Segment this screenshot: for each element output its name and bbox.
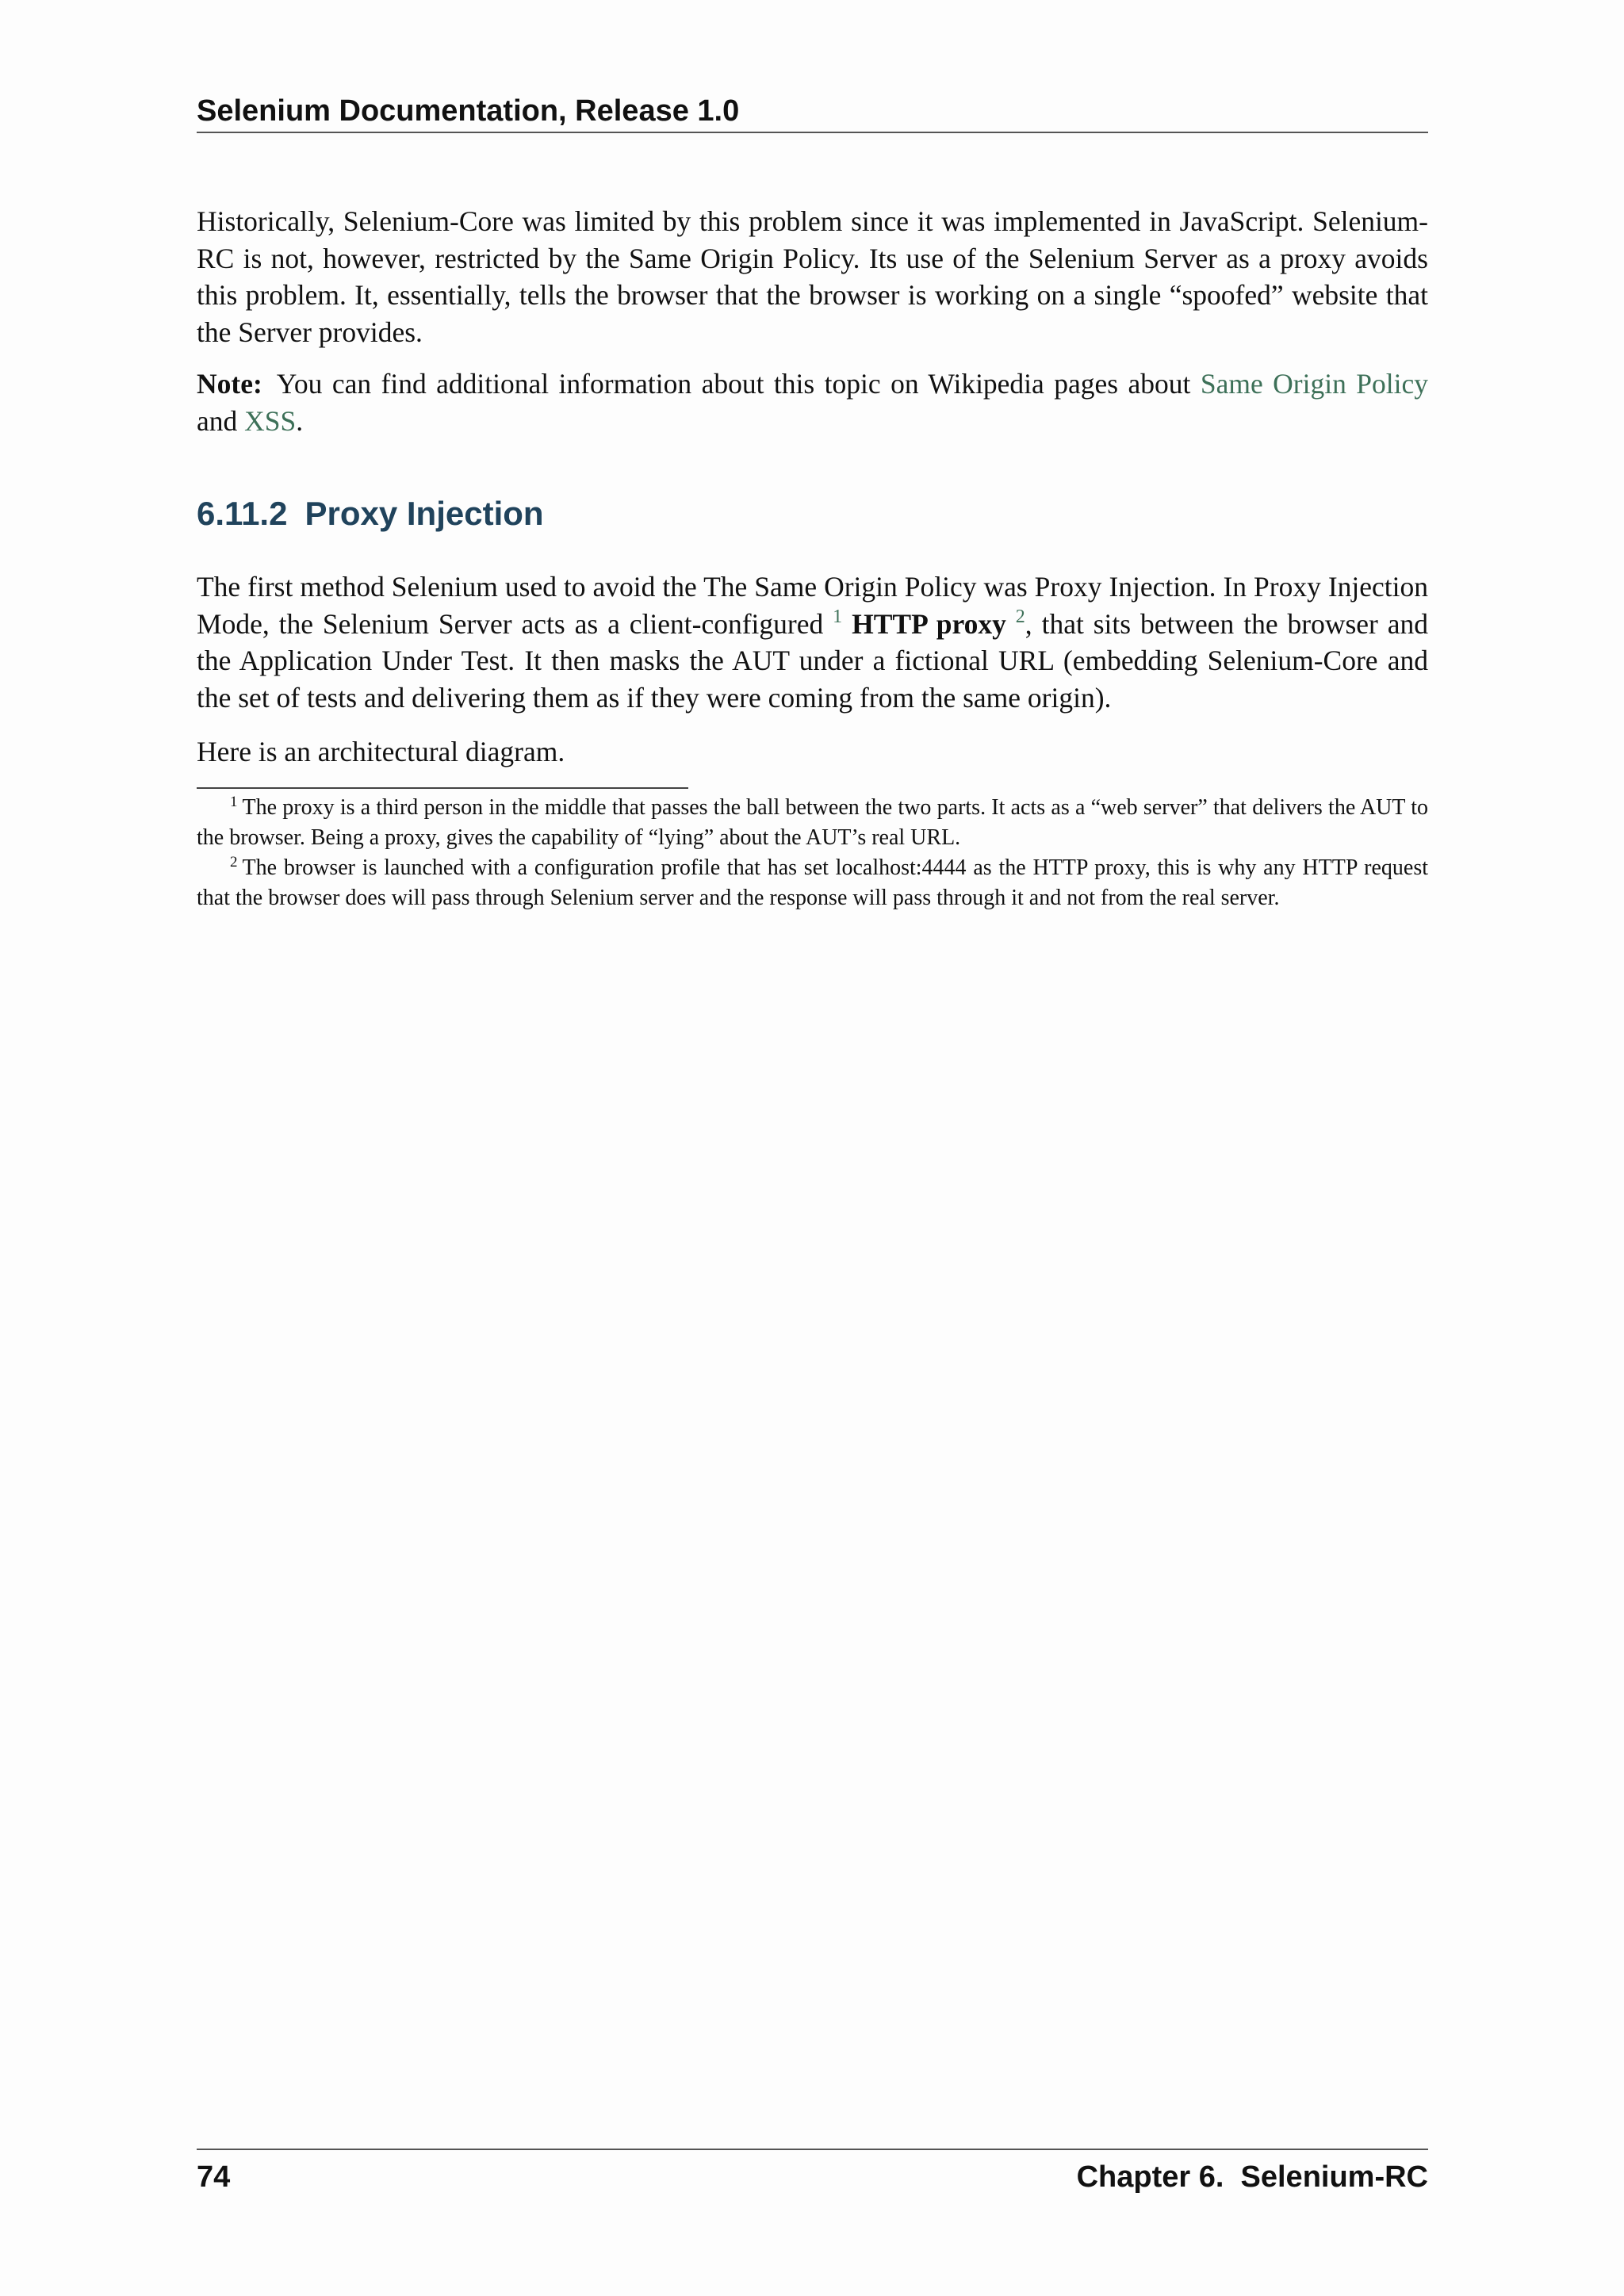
paragraph-historically: Historically, Selenium-Core was limited by this problem since it was implemented in JavaScript. Selenium-RC is not, however, restricted by the Same Origin Policy. Its use of the Selenium Server as a proxy avoids this problem. It, essentially, tells the browser that the browser is working on a single “spoofed” website that the Server provides.	[197, 205, 1428, 348]
header-rule	[197, 132, 1428, 133]
section-number: 6.11.2	[197, 495, 288, 532]
footnote-rule	[197, 787, 688, 789]
footnote-ref-1[interactable]: 1	[833, 606, 843, 627]
footnote-ref-2[interactable]: 2	[1015, 606, 1025, 627]
footnote-text: The proxy is a third person in the middle that passes the ball between the two parts. It acts as a “web server” that delivers the AUT to the browser. Being a proxy, gives the capability of “lying” about the AUT’s real URL.	[197, 795, 1428, 850]
page-number: 74	[197, 2160, 231, 2194]
paragraph-part-1: The first method Selenium used to avoid the The Same Origin Policy was Proxy Injection. In Proxy Injection Mode, the Selenium Server acts as a client-configured	[197, 571, 1428, 640]
footnote-number: 1	[230, 794, 238, 810]
running-header: Selenium Documentation, Release 1.0	[197, 94, 740, 128]
note-text-after: .	[296, 404, 304, 437]
paragraph-proxy-injection	[197, 568, 1428, 716]
section-title: Proxy Injection	[304, 495, 544, 532]
footnote-2	[197, 853, 1428, 913]
note-text-before: You can find additional information about this topic on Wikipedia pages about	[276, 368, 1201, 400]
document-page	[197, 0, 1428, 2296]
http-proxy-term: HTTP proxy	[852, 607, 1006, 640]
section-heading	[197, 492, 544, 536]
note-label: Note:	[197, 368, 262, 400]
footnote-number: 2	[230, 854, 238, 871]
paragraph-part-2: , that sits between the browser and the Application Under Test. It then masks the AUT under a fictional URL (embedding Selenium-Core and the set of tests and delivering them as if they were coming from the same origin).	[197, 607, 1429, 714]
footnotes	[197, 793, 1428, 913]
footnote-text: The browser is launched with a configuration profile that has set localhost:4444 as the HTTP proxy, this is why any HTTP request that the browser does will pass through Selenium server and the response will pass through it and not from the real server.	[197, 855, 1428, 910]
footer-rule	[197, 2149, 1428, 2150]
paragraph-diagram-intro: Here is an architectural diagram.	[197, 736, 565, 767]
note-text-between: and	[197, 404, 245, 437]
footnote-1	[197, 793, 1428, 853]
xss-link[interactable]: XSS	[244, 404, 297, 437]
same-origin-policy-link[interactable]: Same Origin Policy	[1200, 368, 1428, 400]
note-block	[197, 365, 1428, 439]
chapter-title: Chapter 6. Selenium-RC	[1076, 2160, 1428, 2194]
